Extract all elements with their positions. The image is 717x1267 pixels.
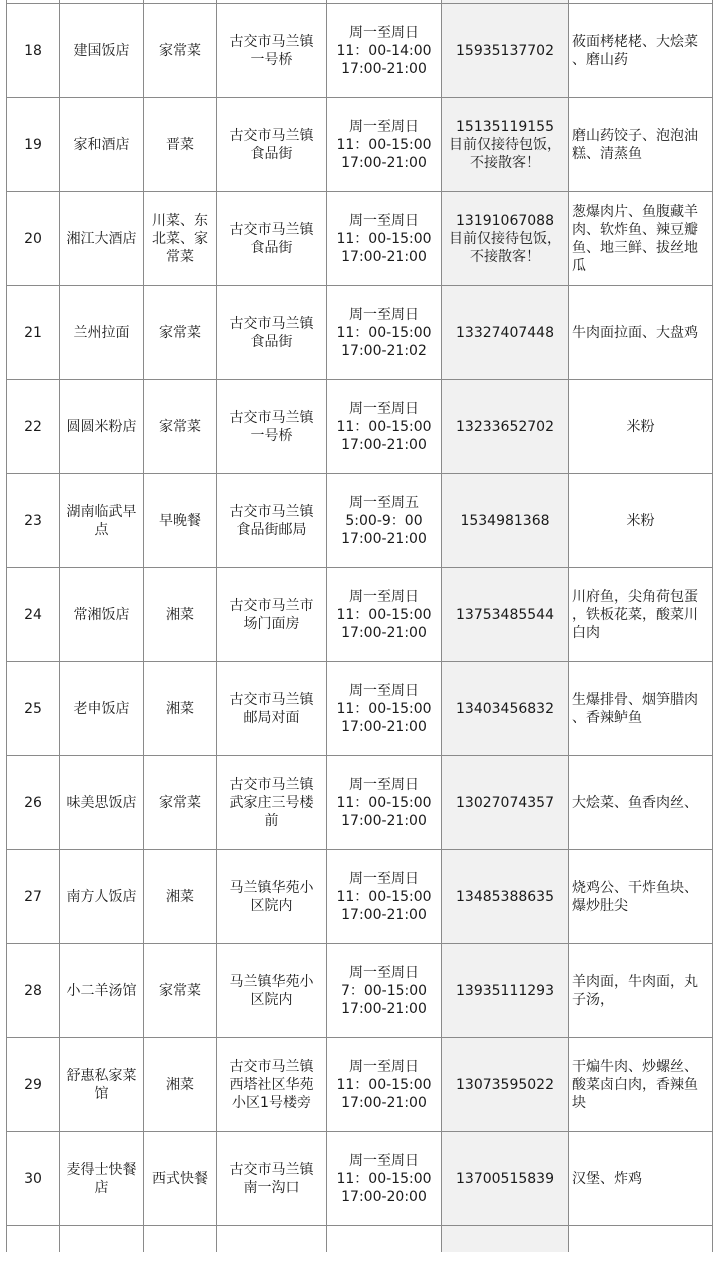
- cell-hours: 周一至周日 7：00-15:00 17:00-21:00: [327, 944, 442, 1038]
- cell-cuisine: 家常菜: [144, 380, 217, 474]
- cell-hours: 周一至周日 11：00-15:00 17:00-21:00: [327, 756, 442, 850]
- cell-number: 23: [7, 474, 60, 568]
- cell-dishes: 烧鸡公、干炸鱼块、 爆炒肚尖: [569, 850, 713, 944]
- cell-dishes: 大烩菜、鱼香肉丝、: [569, 756, 713, 850]
- cell-restaurant-name: 圆圆米粉店: [60, 380, 144, 474]
- cell-phone: 13485388635: [442, 850, 569, 944]
- cell-restaurant-name: 湘江大酒店: [60, 192, 144, 286]
- cell-phone: 13403456832: [442, 662, 569, 756]
- table-row: [7, 568, 713, 662]
- cell-address: 古交市马兰镇 食品街: [217, 286, 327, 380]
- cell-number: 28: [7, 944, 60, 1038]
- cell-restaurant-name: 家和酒店: [60, 98, 144, 192]
- cell-hours: 周一至周日 11：00-15:00 17:00-21:00: [327, 568, 442, 662]
- cell-dishes: 川府鱼，尖角荷包蛋 ，铁板花菜，酸菜川 白肉: [569, 568, 713, 662]
- restaurant-table: [6, 0, 713, 1252]
- cell-dishes: 磨山药饺子、泡泡油 糕、清蒸鱼: [569, 98, 713, 192]
- cell-address: 古交市马兰镇 南一沟口: [217, 1132, 327, 1226]
- cell-address: 古交市马兰镇 食品街: [217, 98, 327, 192]
- cell-address: 古交市马兰镇 食品街: [217, 192, 327, 286]
- partial-cell: [144, 1226, 217, 1253]
- cell-restaurant-name: 常湘饭店: [60, 568, 144, 662]
- cell-number: 27: [7, 850, 60, 944]
- cell-hours: 周一至周日 11：00-15:00 17:00-21:02: [327, 286, 442, 380]
- cell-phone: 13327407448: [442, 286, 569, 380]
- table-row: [7, 98, 713, 192]
- partial-cell: [327, 1226, 442, 1253]
- cell-address: 马兰镇华苑小 区院内: [217, 944, 327, 1038]
- cell-number: 18: [7, 4, 60, 98]
- cell-phone: 1534981368: [442, 474, 569, 568]
- cell-number: 24: [7, 568, 60, 662]
- cell-number: 20: [7, 192, 60, 286]
- cell-phone: 13700515839: [442, 1132, 569, 1226]
- cell-restaurant-name: 麦得士快餐 店: [60, 1132, 144, 1226]
- cell-cuisine: 湘菜: [144, 1038, 217, 1132]
- table-row: [7, 756, 713, 850]
- cell-restaurant-name: 建国饭店: [60, 4, 144, 98]
- table-row: [7, 662, 713, 756]
- cell-phone: 15135119155 目前仅接待包饭， 不接散客！: [442, 98, 569, 192]
- partial-cell: [7, 1226, 60, 1253]
- cell-address: 古交市马兰镇 一号桥: [217, 380, 327, 474]
- cell-phone: 15935137702: [442, 4, 569, 98]
- cell-number: 29: [7, 1038, 60, 1132]
- cell-number: 21: [7, 286, 60, 380]
- cell-dishes: 米粉: [569, 474, 713, 568]
- table-row: [7, 474, 713, 568]
- cell-dishes: 牛肉面拉面、大盘鸡: [569, 286, 713, 380]
- cell-cuisine: 家常菜: [144, 4, 217, 98]
- cell-restaurant-name: 兰州拉面: [60, 286, 144, 380]
- cell-dishes: 生爆排骨、烟笋腊肉 、香辣鲈鱼: [569, 662, 713, 756]
- cell-phone: 13233652702: [442, 380, 569, 474]
- cell-hours: 周一至周日 11：00-15:00 17:00-21:00: [327, 192, 442, 286]
- cell-hours: 周一至周日 11：00-15:00 17:00-21:00: [327, 1038, 442, 1132]
- table-row: [7, 286, 713, 380]
- cell-dishes: 米粉: [569, 380, 713, 474]
- partial-cell: [569, 1226, 713, 1253]
- cell-address: 古交市马兰镇 邮局对面: [217, 662, 327, 756]
- cell-hours: 周一至周日 11：00-15:00 17:00-21:00: [327, 850, 442, 944]
- cell-cuisine: 湘菜: [144, 850, 217, 944]
- cell-cuisine: 家常菜: [144, 286, 217, 380]
- cell-hours: 周一至周日 11：00-15:00 17:00-21:00: [327, 662, 442, 756]
- cell-number: 25: [7, 662, 60, 756]
- cell-address: 古交市马兰镇 一号桥: [217, 4, 327, 98]
- cell-phone: 13753485544: [442, 568, 569, 662]
- cell-cuisine: 晋菜: [144, 98, 217, 192]
- cell-address: 古交市马兰镇 食品街邮局: [217, 474, 327, 568]
- table-row: [7, 192, 713, 286]
- cell-number: 22: [7, 380, 60, 474]
- cell-dishes: 莜面栲栳栳、大烩菜 、磨山药: [569, 4, 713, 98]
- table-row: [7, 1132, 713, 1226]
- cell-cuisine: 湘菜: [144, 662, 217, 756]
- cell-cuisine: 家常菜: [144, 944, 217, 1038]
- cell-dishes: 羊肉面，牛肉面，丸 子汤，: [569, 944, 713, 1038]
- cell-cuisine: 湘菜: [144, 568, 217, 662]
- cell-address: 古交市马兰市 场门面房: [217, 568, 327, 662]
- table-body: [7, 0, 713, 1252]
- cell-number: 26: [7, 756, 60, 850]
- cell-restaurant-name: 湖南临武早 点: [60, 474, 144, 568]
- cell-hours: 周一至周日 11：00-14:00 17:00-21:00: [327, 4, 442, 98]
- partial-cell: [442, 1226, 569, 1253]
- cell-dishes: 葱爆肉片、鱼腹藏羊 肉、软炸鱼、辣豆瓣 鱼、地三鲜、拔丝地 瓜: [569, 192, 713, 286]
- cell-phone: 13073595022: [442, 1038, 569, 1132]
- cell-hours: 周一至周日 11：00-15:00 17:00-21:00: [327, 98, 442, 192]
- cell-dishes: 汉堡、炸鸡: [569, 1132, 713, 1226]
- table-row: [7, 944, 713, 1038]
- cell-address: 马兰镇华苑小 区院内: [217, 850, 327, 944]
- cell-cuisine: 早晚餐: [144, 474, 217, 568]
- table-row: [7, 850, 713, 944]
- cell-phone: 13191067088 目前仅接待包饭， 不接散客！: [442, 192, 569, 286]
- cell-number: 19: [7, 98, 60, 192]
- cell-restaurant-name: 南方人饭店: [60, 850, 144, 944]
- cell-hours: 周一至周日 11：00-15:00 17:00-21:00: [327, 380, 442, 474]
- cell-restaurant-name: 味美思饭店: [60, 756, 144, 850]
- cell-cuisine: 西式快餐: [144, 1132, 217, 1226]
- table-row: [7, 380, 713, 474]
- cell-dishes: 干煸牛肉、炒螺丝、 酸菜卤白肉，香辣鱼 块: [569, 1038, 713, 1132]
- cell-restaurant-name: 老申饭店: [60, 662, 144, 756]
- cell-phone: 13027074357: [442, 756, 569, 850]
- cell-cuisine: 家常菜: [144, 756, 217, 850]
- cell-address: 古交市马兰镇 西塔社区华苑 小区1号楼旁: [217, 1038, 327, 1132]
- table-row-partial: [7, 1226, 713, 1253]
- cell-hours: 周一至周日 11：00-15:00 17:00-20:00: [327, 1132, 442, 1226]
- partial-cell: [217, 1226, 327, 1253]
- cell-number: 30: [7, 1132, 60, 1226]
- cell-phone: 13935111293: [442, 944, 569, 1038]
- partial-cell: [60, 1226, 144, 1253]
- table-row: [7, 1038, 713, 1132]
- cell-cuisine: 川菜、东 北菜、家 常菜: [144, 192, 217, 286]
- cell-hours: 周一至周五 5:00-9：00 17:00-21:00: [327, 474, 442, 568]
- cell-address: 古交市马兰镇 武家庄三号楼 前: [217, 756, 327, 850]
- table-row: [7, 4, 713, 98]
- cell-restaurant-name: 小二羊汤馆: [60, 944, 144, 1038]
- cell-restaurant-name: 舒惠私家菜 馆: [60, 1038, 144, 1132]
